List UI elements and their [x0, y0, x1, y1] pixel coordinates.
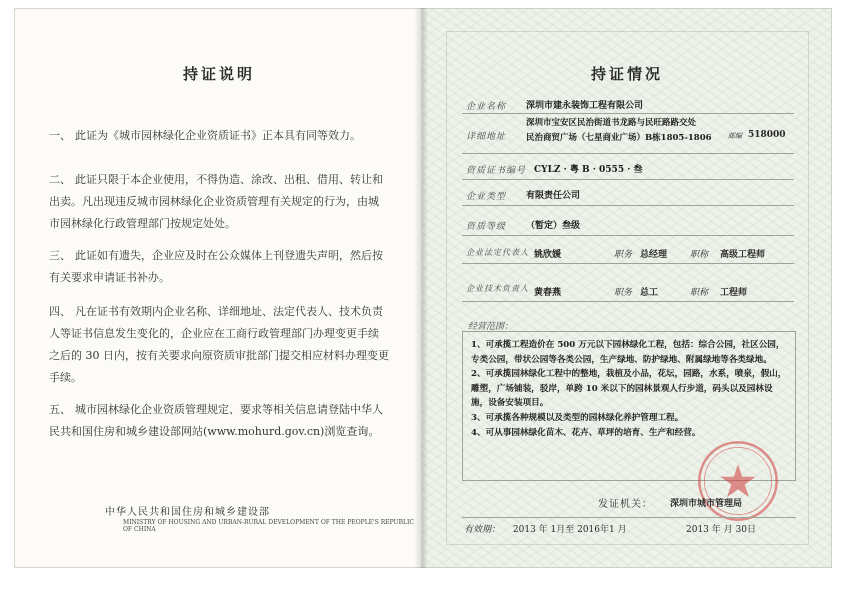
issue-date: 2013 年 月 30日 — [686, 525, 756, 535]
address-row: 详细地址 深圳市宝安区民治街道书龙路与民旺路路交处 民治商贸广场（七星商业广场）B栋1805-1806 邮编 518000 — [462, 113, 794, 154]
tech-lead-row: 企业技术负责人 黄春燕 职务 总工 职称 工程师 — [462, 263, 794, 302]
legal-rep-title: 高级工程师 — [720, 250, 766, 260]
scope-item: 3、可承揽各种规模以及类型的园林绿化养护管理工程。 — [471, 412, 684, 423]
address-line-2: 民治商贸广场（七星商业广场）B栋1805-1806 — [526, 133, 712, 143]
company-row: 企业名称 深圳市建永装饰工程有限公司 — [462, 95, 794, 114]
scope-label: 经营范围： — [468, 322, 514, 332]
company-type: 有限责任公司 — [526, 191, 581, 201]
note-1: 一、 此证为《城市园林绿化企业资质证书》正本具有同等效力。 — [49, 129, 361, 142]
note-4: 四、 凡在证书有效期内企业名称、详细地址、法定代表人、技术负责人等证书信息发生变化的，企业应在工商行政管理部门办理变更手续之后的 30 日内，按有关要求向原资质审批部门提交相应材料办理变更手续。 — [49, 305, 389, 384]
tech-lead-title: 工程师 — [720, 288, 748, 298]
note-2: 二、 此证只限于本企业使用，不得伪造、涂改、出租、借用、转让和出卖。凡出现违反城市园林绿化企业资质管理有关规定的行为，由城市园林绿化行政管理部门按规定处处。 — [49, 173, 383, 230]
company-name: 深圳市建永装饰工程有限公司 — [526, 101, 644, 111]
book-spine — [414, 8, 428, 568]
legal-rep-row: 企业法定代表人 姚欣媛 职务 总经理 职称 高级工程师 — [462, 235, 794, 264]
legal-rep-post: 总经理 — [640, 250, 668, 260]
scope-item: 1、可承揽工程造价在 500 万元以下园林绿化工程，包括：综合公园，社区公园，专类公园，带状公园等各类公园，生产绿地、防护绿地、附属绿地等各类绿地。 — [471, 340, 785, 365]
tech-lead-name: 黄春燕 — [534, 288, 562, 298]
note-3: 三、 此证如有遗失，企业应及时在公众媒体上刊登遗失声明，然后按有关要求申请证书补办。 — [49, 249, 383, 284]
company-type-row: 企业类型 有限责任公司 — [462, 179, 794, 206]
address-line-1: 深圳市宝安区民治街道书龙路与民旺路路交处 — [526, 118, 697, 128]
issuing-authority: 深圳市城市管理局 — [670, 499, 743, 509]
grade-row: 资质等级 （暂定）叁级 — [462, 205, 794, 236]
page-title: 持证情况 — [590, 65, 663, 83]
scope-item: 4、可从事园林绿化苗木、花卉、草坪的培育、生产和经营。 — [471, 427, 701, 438]
tech-lead-post: 总工 — [640, 288, 659, 298]
page-title: 持证说明 — [182, 65, 255, 83]
official-seal-icon — [696, 439, 780, 523]
legal-rep-name: 姚欣媛 — [534, 250, 562, 260]
certificate-number: CYLZ · 粤 B · 0555 · 叁 — [534, 165, 643, 175]
validity-row: 有效期： 2013 年 1月至 2016年1 月 2013 年 月 30日 — [462, 517, 796, 535]
note-5: 五、 城市园林绿化企业资质管理规定、要求等相关信息请登陆中华人民共和国住房和城乡建设部网站(www.mohurd.gov.cn)浏览查询。 — [49, 403, 383, 438]
validity-period: 2013 年 1月至 2016年1 月 — [512, 525, 627, 535]
instructions-page — [14, 8, 422, 568]
ministry-name: 中华人民共和国住房和城乡建设部 — [105, 507, 270, 518]
cert-number-row: 资质证书编号 CYLZ · 粤 B · 0555 · 叁 — [462, 153, 794, 180]
qualification-grade: （暂定）叁级 — [526, 221, 581, 231]
scope-item: 2、可承揽园林绿化工程中的整地，栽植及小品，花坛，园路，水系，喷泉，假山，雕塑，广场铺装，驳岸，单跨 10 米以下的园林景观人行步道，码头以及园林设施，设备安装项目。 — [471, 369, 787, 409]
certificate-details-page: 持证情况 企业名称 深圳市建永装饰工程有限公司 详细地址 深圳市宝安区民治街道书龙路与民旺路路交处 民治商贸广场（七星商业广场）B栋1805-1806 邮编 518000 资质证书编号 CYLZ · 粤 B · 0555 · 叁 企业类型 有限责任公司 资质等级 （暂定）叁级 企业法定代表人 姚欣媛 职务 总经理 职称 高级工程师 企业技术负责人 黄春燕 职务 总工 职称 工程师 经营范围： 1、可承揽工程造价在 500 万元以下园林绿化工程，包括：综合公园，社区公园，专类公园，带状公园等各类公园，生产绿地、防护绿地、附属绿地等各类绿地。 2、可承揽园林绿化工程中的整地，栽植及小品，花坛，园路，水系，喷泉，假山，雕塑，广场铺装，驳岸，单跨 10 米以下的园林景观人行步道，码头以及园林设施，设备安装项目。 3、可承揽各种规模以及类型的园林绿化养护管理工程。 4、可从事园林绿化苗木、花卉、草坪的培育、生产和经营。 发证机关： 深圳市城市管理局 有效期： 2013 年 1月至 2016年1 月 2013 年 月 30日 — [422, 8, 832, 568]
postcode: 518000 — [748, 130, 786, 140]
ministry-name-en: MINISTRY OF HOUSING AND URBAN-RURAL DEVELOPMENT OF THE PEOPLE'S REPUBLIC OF CHINA — [123, 519, 414, 533]
